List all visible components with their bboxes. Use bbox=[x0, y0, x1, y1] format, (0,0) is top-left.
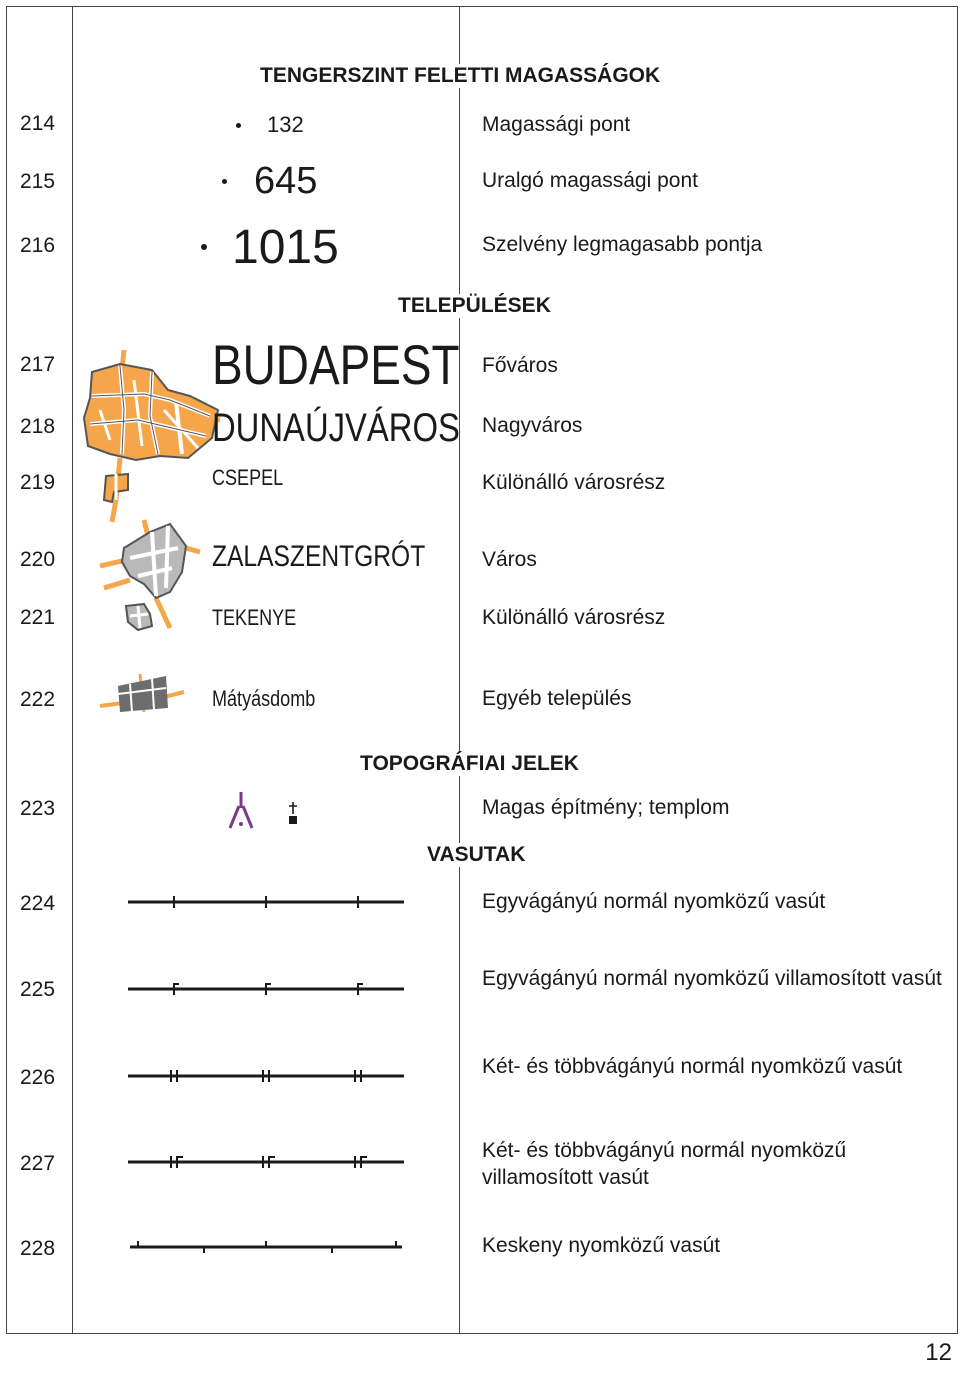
elevation-sample-small: 132 bbox=[267, 112, 304, 137]
village-map-icon bbox=[100, 670, 184, 718]
district-label: CSEPEL bbox=[212, 465, 284, 490]
row-number: 225 bbox=[20, 978, 56, 1001]
section-elevations: TENGERSZINT FELETTI MAGASSÁGOK bbox=[254, 64, 666, 88]
row-description: Nagyváros bbox=[482, 414, 583, 437]
elevation-dot-icon bbox=[222, 179, 227, 184]
town-district-label: TEKENYE bbox=[212, 605, 297, 630]
elevation-dot-icon bbox=[236, 123, 241, 128]
row-description: Egyvágányú normál nyomközű vasút bbox=[482, 890, 826, 913]
elevation-sample-medium: 645 bbox=[254, 160, 318, 202]
row-description: Két- és többvágányú normál nyomközű villamosított vasút bbox=[482, 1139, 847, 1189]
capital-city-map-icon bbox=[80, 350, 220, 525]
railway-double-electrified-icon bbox=[128, 1152, 404, 1172]
section-rail: VASUTAK bbox=[421, 843, 531, 867]
tower-icon bbox=[228, 790, 254, 830]
railway-narrow-gauge-icon bbox=[128, 1237, 404, 1257]
row-description: Főváros bbox=[482, 354, 558, 377]
number-column-divider bbox=[72, 6, 73, 1334]
row-number: 224 bbox=[20, 892, 56, 915]
row-number: 214 bbox=[20, 112, 56, 135]
row-description: Különálló városrész bbox=[482, 471, 666, 494]
row-number: 219 bbox=[20, 471, 56, 494]
railway-double-icon bbox=[128, 1066, 404, 1086]
capital-label: BUDAPEST bbox=[212, 333, 460, 396]
row-number: 227 bbox=[20, 1152, 56, 1175]
elevation-dot-icon bbox=[201, 244, 207, 250]
row-description: Város bbox=[482, 548, 537, 571]
big-city-label: DUNAÚJVÁROS bbox=[212, 406, 460, 450]
row-description: Keskeny nyomközű vasút bbox=[482, 1234, 721, 1257]
symbol-column-divider bbox=[459, 6, 460, 1334]
row-description: Magassági pont bbox=[482, 113, 631, 136]
row-description: Egyvágányú normál nyomközű villamosított vasút bbox=[482, 967, 942, 990]
section-settlements: TELEPÜLÉSEK bbox=[392, 294, 557, 318]
village-label: Mátyásdomb bbox=[212, 686, 316, 711]
row-description: Magas építmény; templom bbox=[482, 796, 730, 819]
row-number: 226 bbox=[20, 1066, 56, 1089]
row-number: 217 bbox=[20, 353, 56, 376]
row-number: 215 bbox=[20, 170, 56, 193]
page-number: 12 bbox=[925, 1339, 952, 1366]
town-label: ZALASZENTGRÓT bbox=[212, 540, 426, 573]
row-number: 221 bbox=[20, 606, 56, 629]
row-description: Egyéb település bbox=[482, 687, 632, 710]
railway-single-icon bbox=[128, 892, 404, 912]
row-number: 222 bbox=[20, 688, 56, 711]
row-description: Uralgó magassági pont bbox=[482, 169, 698, 192]
row-number: 223 bbox=[20, 797, 56, 820]
row-description: Két- és többvágányú normál nyomközű vasút bbox=[482, 1055, 903, 1078]
row-description: Különálló városrész bbox=[482, 606, 666, 629]
row-number: 218 bbox=[20, 415, 56, 438]
railway-single-electrified-icon bbox=[128, 979, 404, 999]
church-icon bbox=[286, 800, 300, 826]
row-description: Szelvény legmagasabb pontja bbox=[482, 233, 763, 256]
row-number: 220 bbox=[20, 548, 56, 571]
elevation-sample-large: 1015 bbox=[232, 221, 339, 274]
row-number: 228 bbox=[20, 1237, 56, 1260]
row-number: 216 bbox=[20, 234, 56, 257]
town-map-icon bbox=[100, 518, 200, 636]
section-topo: TOPOGRÁFIAI JELEK bbox=[354, 752, 585, 776]
